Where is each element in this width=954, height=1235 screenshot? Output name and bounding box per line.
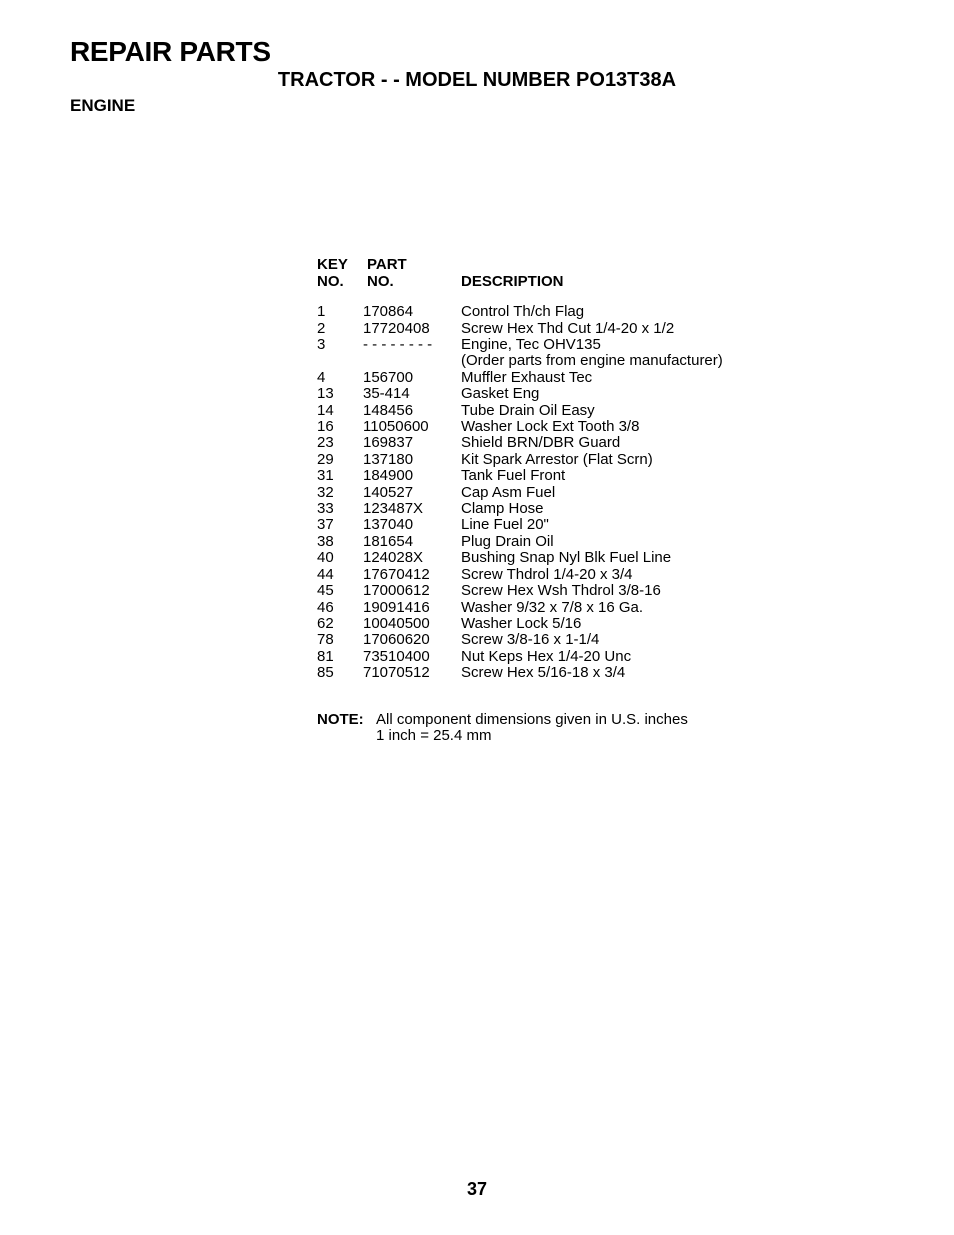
part-no-header: [367, 257, 461, 290]
key-no-cell: 81: [317, 647, 334, 665]
part-header-line2: NO.: [367, 272, 394, 290]
description-cell: Screw Hex Wsh Thdrol 3/8-16: [461, 582, 661, 600]
description-header-label: DESCRIPTION: [461, 272, 564, 290]
key-no-cell: 33: [317, 500, 334, 518]
description-cell: (Order parts from engine manufacturer): [461, 352, 723, 370]
description-cell: Cap Asm Fuel: [461, 483, 556, 501]
table-row: [317, 485, 761, 501]
key-no-cell: 1: [317, 303, 326, 321]
key-no-cell: 85: [317, 664, 334, 682]
note: [317, 712, 688, 745]
part-no-cell: 17060620: [363, 631, 430, 649]
description-cell: Shield BRN/DBR Guard: [461, 434, 621, 452]
part-no-cell: 169837: [363, 434, 414, 452]
description-cell: Kit Spark Arrestor (Flat Scrn): [461, 450, 653, 468]
key-no-cell: 37: [317, 516, 334, 534]
description-cell: Tank Fuel Front: [461, 467, 566, 485]
part-no-cell: 73510400: [363, 647, 430, 665]
key-no-cell: 31: [317, 467, 334, 485]
table-row: [317, 386, 761, 402]
description-header: [461, 257, 761, 290]
table-row: [317, 550, 761, 566]
key-no-cell: [317, 353, 363, 369]
key-no-cell: 29: [317, 450, 334, 468]
part-no-cell: 156700: [363, 368, 414, 386]
table-row: [317, 665, 761, 681]
part-no-cell: 17720408: [363, 319, 430, 337]
description-cell: Washer 9/32 x 7/8 x 16 Ga.: [461, 598, 644, 616]
part-no-cell: - - - - - - - -: [363, 336, 433, 353]
part-no-cell: 17000612: [363, 582, 430, 600]
description-cell: Washer Lock 5/16: [461, 614, 582, 632]
part-header-line1: PART: [367, 256, 407, 273]
part-no-cell: 148456: [363, 401, 414, 419]
table-row: [317, 583, 761, 599]
table-row: [317, 468, 761, 484]
description-cell: Tube Drain Oil Easy: [461, 401, 595, 419]
table-row: [317, 321, 761, 337]
table-row: [317, 452, 761, 468]
description-cell: Screw Hex Thd Cut 1/4-20 x 1/2: [461, 319, 675, 337]
table-row: [317, 632, 761, 648]
key-no-cell: 62: [317, 614, 334, 632]
key-no-cell: 78: [317, 631, 334, 649]
parts-table: [317, 257, 761, 682]
note-label: NOTE:: [317, 711, 364, 728]
key-header-line1: KEY: [317, 256, 348, 273]
part-no-cell: 19091416: [363, 598, 430, 616]
table-row: [317, 403, 761, 419]
key-no-header: [317, 257, 367, 290]
description-cell: Screw 3/8-16 x 1-1/4: [461, 631, 600, 649]
table-body: [317, 304, 761, 681]
description-cell: Screw Thdrol 1/4-20 x 3/4: [461, 565, 633, 583]
description-cell: Bushing Snap Nyl Blk Fuel Line: [461, 549, 672, 567]
part-no-cell: 35-414: [363, 385, 410, 403]
description-cell: Line Fuel 20": [461, 516, 549, 534]
part-no-cell: 71070512: [363, 664, 430, 682]
part-no-cell: 17670412: [363, 565, 430, 583]
table-row: [317, 616, 761, 632]
key-no-cell: 13: [317, 385, 334, 403]
key-no-cell: 40: [317, 549, 334, 567]
table-row: [317, 435, 761, 451]
description-cell: Screw Hex 5/16-18 x 3/4: [461, 664, 626, 682]
table-row: [317, 649, 761, 665]
table-row: [317, 337, 761, 353]
description-cell: Gasket Eng: [461, 385, 540, 403]
part-no-cell: 124028X: [363, 549, 424, 567]
key-no-cell: 2: [317, 319, 326, 337]
description-cell: Clamp Hose: [461, 500, 544, 518]
table-row: [317, 353, 761, 369]
key-no-cell: 23: [317, 434, 334, 452]
table-row: [317, 370, 761, 386]
note-text: [376, 712, 688, 745]
description-cell: Plug Drain Oil: [461, 532, 554, 550]
key-no-cell: 44: [317, 565, 334, 583]
note-line2: 1 inch = 25.4 mm: [376, 727, 492, 745]
key-no-cell: 32: [317, 483, 334, 501]
model-title: TRACTOR - - MODEL NUMBER PO13T38A: [277, 69, 677, 91]
table-row: [317, 600, 761, 616]
part-no-cell: 181654: [363, 532, 414, 550]
key-no-cell: 38: [317, 532, 334, 550]
table-row: [317, 304, 761, 320]
description-cell: Washer Lock Ext Tooth 3/8: [461, 418, 640, 436]
key-no-cell: 3: [317, 336, 326, 353]
key-no-cell: 45: [317, 582, 334, 600]
key-header-line2: NO.: [317, 272, 344, 290]
part-no-cell: 123487X: [363, 500, 424, 518]
page-number: 37: [466, 1179, 488, 1199]
description-cell: Nut Keps Hex 1/4-20 Unc: [461, 647, 632, 665]
part-no-cell: 137040: [363, 516, 414, 534]
page-title: REPAIR PARTS: [70, 36, 271, 67]
description-cell: Muffler Exhaust Tec: [461, 368, 593, 386]
part-no-cell: 184900: [363, 467, 414, 485]
section-title: ENGINE: [70, 96, 136, 115]
key-no-cell: 16: [317, 418, 334, 436]
table-row: [317, 567, 761, 583]
part-no-cell: 140527: [363, 483, 414, 501]
table-row: [317, 419, 761, 435]
key-no-cell: 46: [317, 598, 334, 616]
note-line1: All component dimensions given in U.S. inches: [376, 711, 688, 728]
part-no-cell: 11050600: [363, 418, 429, 436]
table-header: [317, 257, 761, 290]
key-no-cell: 14: [317, 401, 334, 419]
description-cell: Engine, Tec OHV135: [461, 336, 601, 353]
part-no-cell: 10040500: [363, 614, 430, 632]
part-no-cell: 170864: [363, 303, 414, 321]
part-no-cell: [363, 353, 461, 369]
part-no-cell: 137180: [363, 450, 414, 468]
table-row: [317, 501, 761, 517]
description-cell: Control Th/ch Flag: [461, 303, 585, 321]
table-row: [317, 517, 761, 533]
table-row: [317, 534, 761, 550]
key-no-cell: 4: [317, 368, 326, 386]
